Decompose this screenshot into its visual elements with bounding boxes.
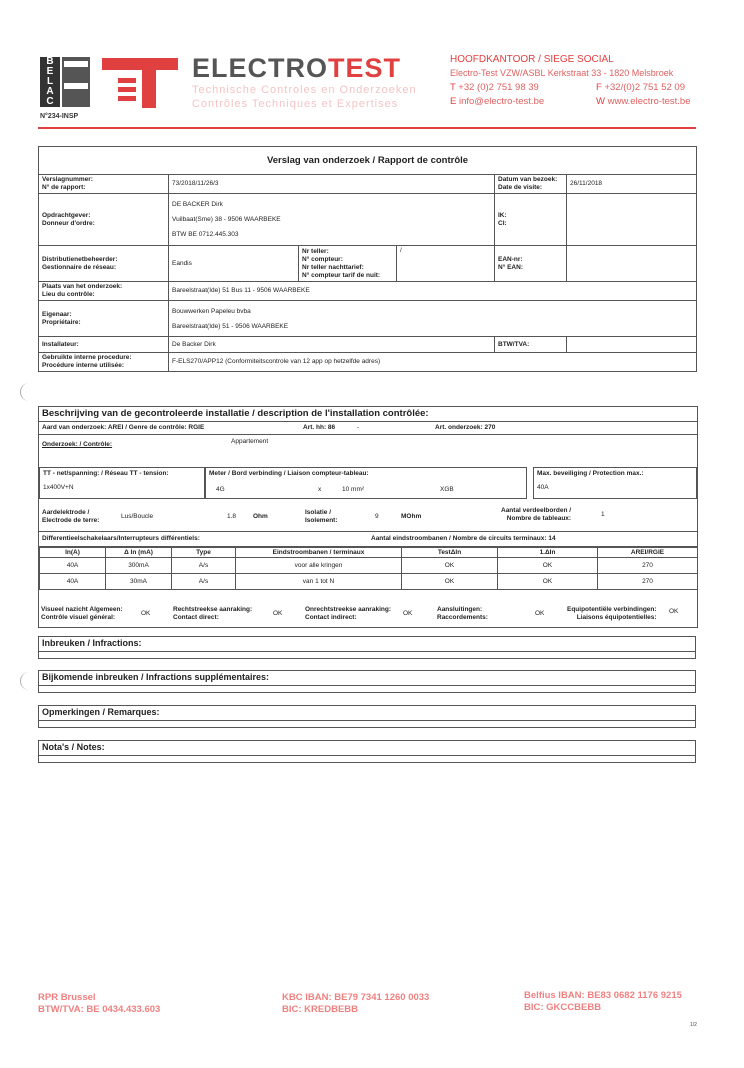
- grid-operator-label: Distributienetbeheerder: Gestionnaire de réseau:: [39, 246, 169, 282]
- table-row: [40, 574, 698, 590]
- isolation-unit: MOhm: [401, 513, 422, 520]
- indirect-value: OK: [403, 610, 413, 617]
- footer-kbc: [282, 992, 429, 1016]
- phone-prefix: T: [450, 82, 456, 93]
- visit-date-label: Datum van bezoek: Date de visite:: [495, 175, 567, 194]
- infractions-section: [38, 636, 696, 659]
- installer-label: Installateur:: [39, 337, 169, 353]
- notes-section: [38, 740, 696, 763]
- brand-name: [192, 53, 401, 84]
- isolation-label: Isolatie / Isolement:: [305, 509, 338, 524]
- belac-letter: B: [46, 56, 54, 67]
- checks-row: [39, 603, 697, 625]
- visit-date: 26/11/2018: [567, 175, 697, 194]
- ean-value: [567, 246, 697, 282]
- remarks-title: Opmerkingen / Remarques:: [38, 705, 696, 720]
- earth-type: Lus/Boucle: [121, 513, 154, 520]
- connections-value: OK: [535, 610, 545, 617]
- installer: De Backer Dirk: [169, 337, 495, 353]
- client-vat: BTW BE 0712.445.303: [172, 231, 239, 238]
- belac-letter: L: [46, 76, 54, 87]
- web-prefix: W: [596, 96, 605, 107]
- table-cell: A/s: [172, 558, 236, 574]
- meter-label: Nr teller: N° compteur: Nr teller nachttarief: N° compteur tarif de nuit:: [299, 246, 397, 282]
- page-number: 1/2: [690, 1022, 697, 1028]
- website: [596, 96, 691, 108]
- footer-kbc-bic: BIC: KREDBEBB: [282, 1004, 358, 1015]
- client-address: Vuilbaat(Sme) 38 - 9506 WAARBEKE: [172, 216, 281, 223]
- table-cell: A/s: [172, 574, 236, 590]
- ean-label: EAN-nr: N° EAN:: [495, 246, 567, 282]
- grid-operator: Eandis: [169, 246, 299, 282]
- direct-label: Rechtstreekse aanraking: Contact direct:: [173, 606, 253, 621]
- fax-number: +32/(0)2 751 52 09: [604, 82, 686, 93]
- table-cell: OK: [402, 574, 498, 590]
- object-label: Onderzoek: / Contrôle:: [42, 441, 113, 448]
- diff-header-in: In(A): [40, 548, 106, 558]
- belac-letter: A: [46, 86, 54, 97]
- isolation-value: 9: [375, 513, 379, 520]
- diff-header-arei: AREI/RGIE: [598, 548, 698, 558]
- table-cell: 270: [598, 558, 698, 574]
- meter-box: [205, 467, 527, 499]
- tt-label: TT - net/spanning: / Réseau TT - tension:: [43, 470, 169, 477]
- electrotest-logo-mark: [102, 58, 178, 108]
- meter-x: x: [318, 486, 322, 493]
- direct-value: OK: [273, 610, 283, 617]
- belac-number: N°234-INSP: [40, 113, 79, 120]
- meter-value: /: [397, 246, 495, 282]
- visual-label: Visueel nazicht Algemeen: Contrôle visuel général:: [41, 606, 123, 621]
- table-cell: 40A: [40, 574, 106, 590]
- extra-infractions-field[interactable]: [38, 685, 696, 693]
- procedure-label: Gebruikte interne procedure: Procédure interne utilisée:: [39, 353, 169, 372]
- notes-field[interactable]: [38, 755, 696, 763]
- table-row: [40, 558, 698, 574]
- owner-label: Eigenaar: Propriétaire:: [39, 301, 169, 337]
- phone-number: +32 (0)2 751 98 39: [458, 82, 539, 93]
- infractions-title: Inbreuken / Infractions:: [38, 636, 696, 651]
- table-cell: 270: [598, 574, 698, 590]
- owner-address: Bareelstraat(Ide) 51 - 9506 WAARBEKE: [172, 322, 289, 330]
- ik-ci-label: IK: CI:: [495, 194, 567, 246]
- diff-header-delta: Δ In (mA): [106, 548, 172, 558]
- ik-ci-value: [567, 194, 697, 246]
- header-divider: [38, 127, 696, 129]
- art-onderzoek: Art. onderzoek: 270: [435, 424, 496, 431]
- earth-unit: Ohm: [253, 513, 268, 520]
- object-value: Appartement: [231, 438, 269, 445]
- email: [450, 96, 544, 108]
- object-row: [39, 435, 697, 453]
- table-cell: OK: [498, 558, 598, 574]
- email-prefix: E: [450, 96, 457, 107]
- extra-infractions-title: Bijkomende inbreuken / Infractions supplémentaires:: [38, 670, 696, 685]
- client-info: [169, 194, 495, 246]
- diff-header-1delta: 1.ΔIn: [498, 548, 598, 558]
- table-cell: OK: [498, 574, 598, 590]
- footer-belfius-iban: Belfius IBAN: BE83 0682 1176 9215: [524, 990, 682, 1001]
- table-cell: OK: [402, 558, 498, 574]
- diff-header-test: TestΔIn: [402, 548, 498, 558]
- punch-hole-mark: [20, 383, 31, 401]
- diff-header-circuits: Eindstroombanen / terminaux: [236, 548, 402, 558]
- diff-header-type: Type: [172, 548, 236, 558]
- client-name: DE BACKER Dirk: [172, 201, 223, 208]
- earth-label: Aardelektrode / Electrode de terre:: [42, 509, 100, 524]
- tt-box: [39, 467, 205, 499]
- meter-section: 10 mm²: [342, 486, 365, 493]
- remarks-field[interactable]: [38, 720, 696, 728]
- diff-table: [39, 547, 698, 590]
- meter-connection-label: Meter / Bord verbinding / Liaison compteur-tableau:: [209, 470, 369, 477]
- infractions-field[interactable]: [38, 651, 696, 659]
- table-cell: 300mA: [106, 558, 172, 574]
- office-title: HOOFDKANTOOR / SIEGE SOCIAL: [450, 54, 614, 65]
- earth-row: [39, 505, 697, 527]
- brand-part2: TEST: [328, 53, 402, 83]
- footer-company: [38, 992, 160, 1016]
- diff-label: Differentieelschakelaars/Interrupteurs différentiels:: [42, 535, 200, 542]
- footer-vat: BTW/TVA: BE 0434.433.603: [38, 1004, 161, 1015]
- footer-belfius: [524, 990, 682, 1014]
- meter-type: XGB: [440, 486, 454, 493]
- notes-title: Nota's / Notes:: [38, 740, 696, 755]
- circuits-label: Aantal eindstroombanen / Nombre de circuits terminaux: 14: [371, 535, 556, 542]
- remarks-section: [38, 705, 696, 728]
- footer-belfius-bic: BIC: GKCCBEBB: [524, 1002, 602, 1013]
- meter-cores: 4G: [216, 486, 225, 493]
- report-number: 73/2018/11/26/3: [169, 175, 495, 194]
- earth-value: 1.8: [227, 513, 237, 520]
- web-url[interactable]: www.electro-test.be: [607, 96, 691, 107]
- fax-prefix: F: [596, 82, 602, 93]
- belac-letter: C: [46, 96, 54, 107]
- client-label: Opdrachtgever: Donneur d'ordre:: [39, 194, 169, 246]
- installation-title: Beschrijving van de gecontroleerde installatie / description de l'installation contrôlée:: [39, 407, 697, 422]
- table-cell: 40A: [40, 558, 106, 574]
- footer-rpr: RPR Brussel: [38, 992, 96, 1003]
- protection-box: [533, 467, 697, 499]
- report-block: [38, 146, 696, 372]
- owner-info: [169, 301, 697, 337]
- tagline-fr: Contrôles Techniques et Expertises: [192, 98, 399, 110]
- belac-letter: E: [46, 66, 54, 77]
- report-title: Verslag van onderzoek / Rapport de contrôle: [39, 147, 697, 175]
- connections-label: Aansluitingen: Raccordements:: [437, 606, 488, 621]
- report-number-label: Verslagnummer: N° de rapport:: [39, 175, 169, 194]
- vat-value: [567, 337, 697, 353]
- protection-value: 40A: [537, 484, 549, 491]
- phone: [450, 82, 539, 94]
- table-cell: voor alle kringen: [236, 558, 402, 574]
- location: Bareelstraat(Ide) 51 Bus 11 - 9506 WAARBEKE: [169, 282, 697, 301]
- equipotential-value: OK: [669, 608, 679, 615]
- boards-value: 1: [601, 511, 605, 518]
- boards-label: Aantal verdeelborden / Nombre de tableaux:: [501, 507, 572, 522]
- indirect-label: Onrechtstreekse aanraking: Contact indirect:: [305, 606, 391, 621]
- tagline-nl: Technische Controles en Onderzoeken: [192, 84, 417, 96]
- brand-part1: ELECTRO: [192, 53, 329, 83]
- table-cell: van 1 tot N: [236, 574, 402, 590]
- tt-value: 1x400V+N: [43, 484, 74, 491]
- art-label: Art. hh: 86: [303, 424, 336, 431]
- fax: [596, 82, 685, 94]
- installation-type-row: [39, 422, 697, 435]
- equipotential-label: Equipotentiële verbindingen: Liaisons équipotentielles:: [567, 606, 657, 621]
- art-dash: -: [357, 424, 360, 431]
- procedure: F-ELS270/APP12 (Conformiteitscontrole van 12 app op hetzelfde adres): [169, 353, 697, 372]
- protection-label: Max. beveiliging / Protection max.:: [537, 470, 644, 477]
- footer-kbc-iban: KBC IBAN: BE79 7341 1260 0033: [282, 992, 430, 1003]
- type-label: Aard van onderzoek: AREI / Genre de contrôle: RGIE: [42, 424, 205, 431]
- extra-infractions-section: [38, 670, 696, 693]
- report-table: [38, 146, 697, 372]
- location-label: Plaats van het onderzoek: Lieu du contrôle:: [39, 282, 169, 301]
- diff-block: [39, 531, 697, 590]
- email-address[interactable]: info@electro-test.be: [458, 96, 545, 107]
- visual-value: OK: [141, 610, 151, 617]
- owner-name: Bouwwerken Papeleu bvba: [172, 307, 251, 315]
- vat-label: BTW/TVA:: [495, 337, 567, 353]
- belac-logo: [40, 55, 92, 113]
- installation-block: [38, 406, 698, 628]
- office-address: Electro-Test VZW/ASBL Kerkstraat 33 - 1820 Melsbroek: [450, 68, 674, 78]
- table-cell: 30mA: [106, 574, 172, 590]
- punch-hole-mark: [20, 672, 31, 690]
